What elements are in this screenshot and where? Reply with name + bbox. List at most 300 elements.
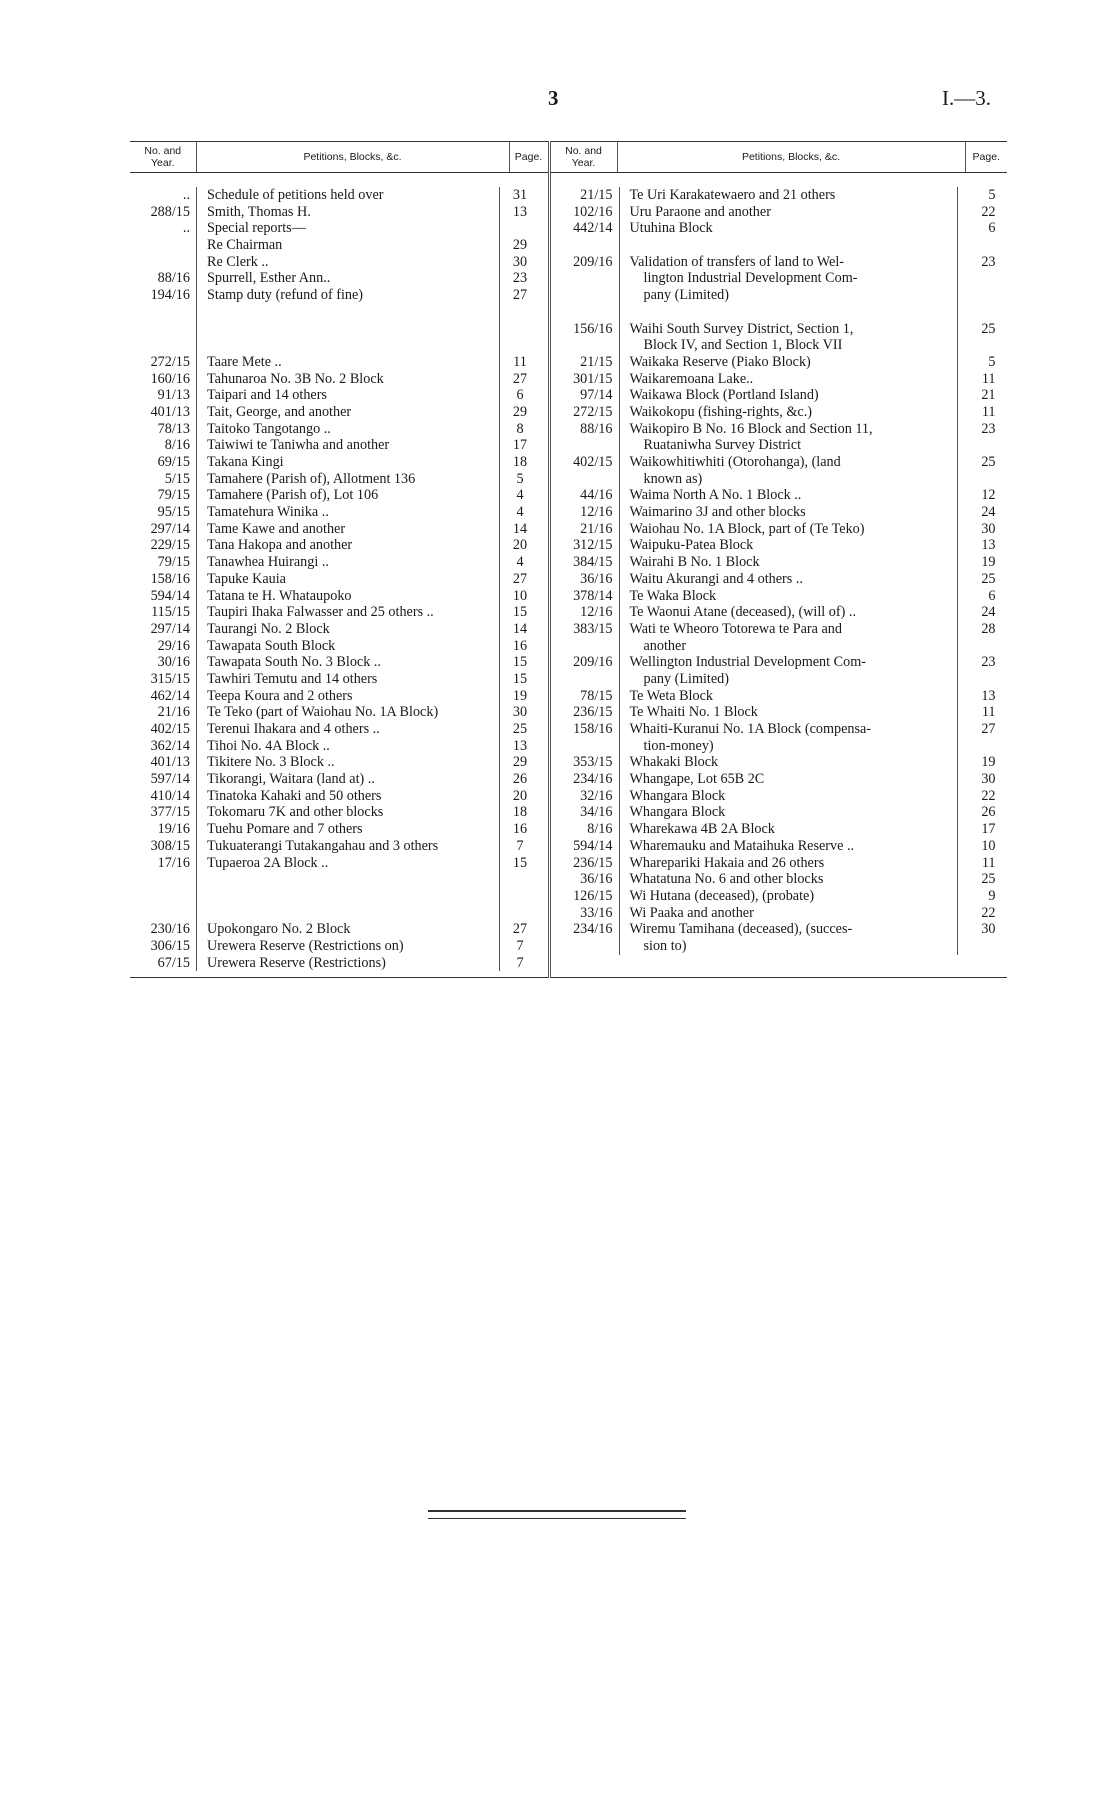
list-item (130, 554, 548, 571)
list-item (130, 955, 548, 972)
entry-page: 16 (499, 638, 540, 655)
entry-number: 353/15 (573, 754, 613, 771)
entry-page: 22 (957, 788, 1002, 805)
entry-number (551, 437, 619, 454)
entry-page: 28 (957, 621, 1002, 638)
entry-name: Waikaremoana Lake.. (619, 371, 957, 388)
entry-page (957, 304, 1002, 321)
entry-page: 24 (957, 504, 1002, 521)
entry-number: 79/15 (157, 554, 190, 571)
entry-name: Te Teko (part of Waiohau No. 1A Block) (196, 704, 499, 721)
index-table (130, 141, 1007, 978)
entry-name: Wharekawa 4B 2A Block (619, 821, 957, 838)
entry-page (499, 337, 540, 354)
list-item-continuation (551, 638, 1008, 655)
entry-page: 6 (499, 387, 540, 404)
list-item (551, 537, 1008, 554)
entry-number: 209/16 (573, 253, 613, 270)
entry-name (196, 871, 499, 888)
entry-name: tion-money) (619, 738, 957, 755)
entry-number: 160/16 (150, 370, 190, 387)
entry-name: Whaiti-Kuranui No. 1A Block (compensa- (619, 721, 957, 738)
entry-name: Tapuke Kauia (196, 571, 499, 588)
list-item (130, 471, 548, 488)
list-item (551, 354, 1008, 371)
entry-name: Tamahere (Parish of), Lot 106 (196, 487, 499, 504)
list-item (551, 454, 1008, 471)
entry-page (957, 437, 1002, 454)
list-item (130, 571, 548, 588)
entry-page: 6 (957, 220, 1002, 237)
entry-name: Takana Kingi (196, 454, 499, 471)
list-item-continuation (551, 270, 1008, 287)
entry-page: 16 (499, 821, 540, 838)
entry-number: 19/16 (157, 821, 190, 838)
list-item (130, 371, 548, 388)
list-item (130, 537, 548, 554)
list-item (551, 754, 1008, 771)
entry-number: 115/15 (151, 604, 190, 621)
entry-number: 44/16 (580, 487, 613, 504)
entry-name: Tawapata South No. 3 Block .. (196, 654, 499, 671)
entry-number: 32/16 (580, 787, 613, 804)
entry-name: Tanawhea Huirangi .. (196, 554, 499, 571)
list-item (130, 204, 548, 221)
entry-number: 21/15 (580, 353, 613, 370)
entry-number: 288/15 (150, 203, 190, 220)
list-item (130, 888, 548, 905)
entry-name (619, 304, 957, 321)
list-item (551, 204, 1008, 221)
entry-number: 384/15 (573, 554, 613, 571)
list-item (130, 671, 548, 688)
list-item (551, 704, 1008, 721)
list-item (130, 287, 548, 304)
entry-name: Tana Hakopa and another (196, 537, 499, 554)
list-item (130, 254, 548, 271)
list-item (551, 571, 1008, 588)
entry-name: Re Clerk .. (196, 254, 499, 271)
list-item (551, 855, 1008, 872)
entry-name: Terenui Ihakara and 4 others .. (196, 721, 499, 738)
entry-page (957, 337, 1002, 354)
entry-number: 79/15 (157, 487, 190, 504)
entry-number (551, 671, 619, 688)
entry-name: Wairahi B No. 1 Block (619, 554, 957, 571)
entry-number: 29/16 (157, 637, 190, 654)
entry-page: 15 (499, 855, 540, 872)
entry-name: Ruataniwha Survey District (619, 437, 957, 454)
list-item (551, 921, 1008, 938)
entry-page: 8 (499, 421, 540, 438)
entry-number: 234/16 (573, 921, 613, 938)
entry-number: 158/16 (150, 570, 190, 587)
entry-name: Tawhiri Temutu and 14 others (196, 671, 499, 688)
entry-page: 20 (499, 537, 540, 554)
entry-number (551, 738, 619, 755)
entry-name: Validation of transfers of land to Wel- (619, 254, 957, 271)
entry-name: Whatatuna No. 6 and other blocks (619, 871, 957, 888)
entry-page: 22 (957, 204, 1002, 221)
entry-page: 25 (957, 871, 1002, 888)
list-item (551, 621, 1008, 638)
entry-page: 13 (957, 688, 1002, 705)
left-column (130, 173, 548, 971)
entry-name: Tikorangi, Waitara (land at) .. (196, 771, 499, 788)
entry-number: 597/14 (150, 771, 190, 788)
list-item (551, 371, 1008, 388)
entry-page: 19 (957, 554, 1002, 571)
entry-number: 401/13 (150, 754, 190, 771)
list-item (130, 304, 548, 321)
entry-number: 236/15 (573, 854, 613, 871)
entry-number: 234/16 (573, 771, 613, 788)
entry-page: 10 (957, 838, 1002, 855)
entry-page: 13 (499, 738, 540, 755)
entry-page: 14 (499, 521, 540, 538)
entry-page: 30 (499, 704, 540, 721)
list-item (130, 804, 548, 821)
entry-page: 29 (499, 404, 540, 421)
entry-page: 31 (499, 187, 540, 204)
entry-number: 594/14 (150, 587, 190, 604)
list-item (130, 521, 548, 538)
entry-name: Wi Paaka and another (619, 905, 957, 922)
list-item (130, 621, 548, 638)
list-item (130, 638, 548, 655)
list-item (551, 604, 1008, 621)
list-item (551, 487, 1008, 504)
entry-name: Waitu Akurangi and 4 others .. (619, 571, 957, 588)
list-item (551, 220, 1008, 237)
entry-name: Tamatehura Winika .. (196, 504, 499, 521)
entry-number: 272/15 (573, 403, 613, 420)
entry-name: Waihi South Survey District, Section 1, (619, 321, 957, 338)
entry-number: 78/15 (580, 687, 613, 704)
entry-page (499, 905, 540, 922)
entry-page: 27 (499, 287, 540, 304)
entry-page: 10 (499, 588, 540, 605)
entry-name: Waikowhitiwhiti (Otorohanga), (land (619, 454, 957, 471)
entry-page: 7 (499, 938, 540, 955)
entry-number: 462/14 (150, 687, 190, 704)
list-item (130, 604, 548, 621)
entry-number: 88/16 (157, 270, 190, 287)
entry-name: Te Uri Karakatewaero and 21 others (619, 187, 957, 204)
entry-page: 27 (957, 721, 1002, 738)
list-item (130, 754, 548, 771)
entry-page: 25 (957, 571, 1002, 588)
entry-number: 442/14 (573, 220, 613, 237)
list-item (130, 404, 548, 421)
entry-name: Waikawa Block (Portland Island) (619, 387, 957, 404)
entry-name: Whangape, Lot 65B 2C (619, 771, 957, 788)
entry-page: 23 (499, 270, 540, 287)
entry-number: 410/14 (150, 787, 190, 804)
entry-number: 102/16 (573, 203, 613, 220)
entry-name: Spurrell, Esther Ann.. (196, 270, 499, 287)
entry-number: 378/14 (573, 587, 613, 604)
entry-page: 17 (957, 821, 1002, 838)
entry-number: 33/16 (580, 904, 613, 921)
entry-page: 4 (499, 554, 540, 571)
list-item (130, 421, 548, 438)
entry-name: Taare Mete .. (196, 354, 499, 371)
entry-name: Block IV, and Section 1, Block VII (619, 337, 957, 354)
entry-name: Taiwiwi te Taniwha and another (196, 437, 499, 454)
entry-page (499, 304, 540, 321)
entry-number (551, 304, 619, 321)
entry-name: Smith, Thomas H. (196, 204, 499, 221)
list-item (551, 871, 1008, 888)
header-page-right: Page. (965, 142, 1007, 173)
list-item (130, 855, 548, 872)
entry-name: Taurangi No. 2 Block (196, 621, 499, 638)
entry-page: 17 (499, 437, 540, 454)
entry-page: 18 (499, 454, 540, 471)
entry-name: Tatana te H. Whataupoko (196, 588, 499, 605)
entry-number: 383/15 (573, 620, 613, 637)
entry-number: 272/15 (150, 353, 190, 370)
entry-number (130, 337, 196, 354)
entry-page: 23 (957, 654, 1002, 671)
list-item (130, 771, 548, 788)
list-item (130, 821, 548, 838)
entry-page (499, 888, 540, 905)
entry-page: 25 (957, 321, 1002, 338)
entry-number: 377/15 (150, 804, 190, 821)
entry-page: 21 (957, 387, 1002, 404)
entry-name: Whangara Block (619, 804, 957, 821)
entry-number: 21/16 (157, 704, 190, 721)
entry-number: 362/14 (150, 737, 190, 754)
entry-number (551, 337, 619, 354)
list-item (130, 187, 548, 204)
entry-name: Tinatoka Kahaki and 50 others (196, 788, 499, 805)
entry-name: another (619, 638, 957, 655)
entry-name: Whakaki Block (619, 754, 957, 771)
entry-number: 17/16 (157, 854, 190, 871)
entry-name: Urewera Reserve (Restrictions on) (196, 938, 499, 955)
entry-name: Taipari and 14 others (196, 387, 499, 404)
list-item (551, 421, 1008, 438)
entry-page: 26 (957, 804, 1002, 821)
entry-number: 297/14 (150, 620, 190, 637)
entry-number: 306/15 (150, 937, 190, 954)
entry-number: 229/15 (150, 537, 190, 554)
entry-number (551, 471, 619, 488)
entry-page: 30 (957, 921, 1002, 938)
entry-page: 30 (957, 521, 1002, 538)
entry-name: Tawapata South Block (196, 638, 499, 655)
list-item (551, 888, 1008, 905)
entry-page: 27 (499, 371, 540, 388)
entry-name (196, 304, 499, 321)
entry-page: 7 (499, 838, 540, 855)
entry-number: 402/15 (573, 454, 613, 470)
entry-name: Taitoko Tangotango .. (196, 421, 499, 438)
entry-name: Special reports— (196, 220, 499, 237)
entry-name: Tupaeroa 2A Block .. (196, 855, 499, 872)
entry-number (551, 287, 619, 304)
entry-page (957, 638, 1002, 655)
header-page-left: Page. (509, 142, 549, 173)
entry-page: 19 (957, 754, 1002, 771)
entry-page: 29 (499, 754, 540, 771)
entry-number: 91/13 (157, 387, 190, 404)
list-item (130, 437, 548, 454)
entry-number: 401/13 (150, 403, 190, 420)
entry-page: 26 (499, 771, 540, 788)
entry-name: Waikaka Reserve (Piako Block) (619, 354, 957, 371)
entry-name: Tikitere No. 3 Block .. (196, 754, 499, 771)
list-item (551, 387, 1008, 404)
entry-page (957, 671, 1002, 688)
entry-page: 29 (499, 237, 540, 254)
entry-page (957, 471, 1002, 488)
entry-name: Tukuaterangi Tutakangahau and 3 others (196, 838, 499, 855)
list-item-continuation (551, 471, 1008, 488)
entry-name: known as) (619, 471, 957, 488)
entry-number: 158/16 (573, 721, 613, 737)
entry-name: Te Waonui Atane (deceased), (will of) .. (619, 604, 957, 621)
entry-name: Utuhina Block (619, 220, 957, 237)
list-item (130, 788, 548, 805)
list-item (130, 337, 548, 354)
entry-number (551, 237, 619, 254)
entry-number: 8/16 (587, 821, 613, 838)
entry-page: 4 (499, 504, 540, 521)
list-item (130, 688, 548, 705)
list-item (551, 654, 1008, 671)
entry-name: pany (Limited) (619, 671, 957, 688)
entry-name: pany (Limited) (619, 287, 957, 304)
entry-page (957, 237, 1002, 254)
entry-page: 20 (499, 788, 540, 805)
entry-name: Te Waka Block (619, 588, 957, 605)
list-item (551, 905, 1008, 922)
list-item (130, 354, 548, 371)
entry-number (130, 871, 196, 888)
list-item (130, 704, 548, 721)
entry-number: 8/16 (164, 437, 190, 454)
entry-number: 156/16 (573, 320, 613, 337)
entry-page: 25 (957, 454, 1002, 471)
list-item (130, 654, 548, 671)
entry-number: 12/16 (580, 604, 613, 621)
closing-rule-thin (428, 1518, 686, 1519)
entry-name (196, 337, 499, 354)
entry-name: Waikokopu (fishing-rights, &c.) (619, 404, 957, 421)
entry-name: Teepa Koura and 2 others (196, 688, 499, 705)
entry-number (130, 321, 196, 338)
list-item (551, 688, 1008, 705)
list-item (130, 938, 548, 955)
entry-page (957, 270, 1002, 287)
entry-number: 194/16 (150, 287, 190, 304)
entry-number: 97/14 (580, 387, 613, 404)
entry-page: 15 (499, 671, 540, 688)
list-item (551, 254, 1008, 271)
list-item-continuation (551, 738, 1008, 755)
entry-name: Waima North A No. 1 Block .. (619, 487, 957, 504)
entry-name: Wharepariki Hakaia and 26 others (619, 855, 957, 872)
entry-number: 78/13 (157, 420, 190, 437)
entry-page (957, 738, 1002, 755)
entry-page: 25 (499, 721, 540, 738)
header-petitions-left: Petitions, Blocks, &c. (196, 142, 509, 173)
list-item (551, 187, 1008, 204)
right-column (551, 173, 1008, 955)
entry-name: Tihoi No. 4A Block .. (196, 738, 499, 755)
entry-name: Tokomaru 7K and other blocks (196, 804, 499, 821)
entry-number: .. (182, 187, 190, 203)
list-item (130, 905, 548, 922)
list-item (551, 838, 1008, 855)
entry-name (196, 321, 499, 338)
entry-page: 27 (499, 571, 540, 588)
entry-page: 24 (957, 604, 1002, 621)
list-item (130, 588, 548, 605)
list-item (130, 220, 548, 237)
entry-page: 9 (957, 888, 1002, 905)
entry-number: 594/14 (573, 837, 613, 854)
entry-name: Tame Kawe and another (196, 521, 499, 538)
entry-page: 5 (957, 187, 1002, 204)
entry-number: .. (182, 220, 190, 237)
entry-name: Stamp duty (refund of fine) (196, 287, 499, 304)
entry-name: Te Weta Block (619, 688, 957, 705)
entry-number: 88/16 (580, 420, 613, 437)
list-item (551, 788, 1008, 805)
entry-name: Uru Paraone and another (619, 204, 957, 221)
entry-number: 95/15 (157, 504, 190, 521)
entry-number (551, 638, 619, 655)
entry-number (130, 888, 196, 905)
entry-number (130, 237, 196, 254)
list-item (130, 838, 548, 855)
entry-page: 23 (957, 254, 1002, 271)
entry-page: 11 (957, 371, 1002, 388)
list-item-continuation (551, 337, 1008, 354)
entry-number: 21/15 (580, 187, 613, 203)
entry-name: Tuehu Pomare and 7 others (196, 821, 499, 838)
entry-name: Waikopiro B No. 16 Block and Section 11, (619, 421, 957, 438)
closing-rule-thick (428, 1510, 686, 1512)
list-item (551, 321, 1008, 338)
list-item (130, 921, 548, 938)
list-item (130, 387, 548, 404)
entry-page: 11 (957, 855, 1002, 872)
entry-page: 15 (499, 654, 540, 671)
entry-page: 11 (499, 354, 540, 371)
entry-name: Upokongaro No. 2 Block (196, 921, 499, 938)
entry-number: 21/16 (580, 520, 613, 537)
entry-number: 67/15 (157, 954, 190, 971)
entry-number: 402/15 (150, 721, 190, 737)
entry-name: Wiremu Tamihana (deceased), (succes- (619, 921, 957, 938)
list-item (551, 804, 1008, 821)
list-item (551, 504, 1008, 521)
entry-number: 209/16 (573, 654, 613, 671)
entry-name: lington Industrial Development Com- (619, 270, 957, 287)
entry-page (957, 938, 1002, 955)
entry-name: Taupiri Ihaka Falwasser and 25 others .. (196, 604, 499, 621)
entry-page: 13 (957, 537, 1002, 554)
list-item (551, 304, 1008, 321)
list-item (551, 771, 1008, 788)
list-item (130, 454, 548, 471)
